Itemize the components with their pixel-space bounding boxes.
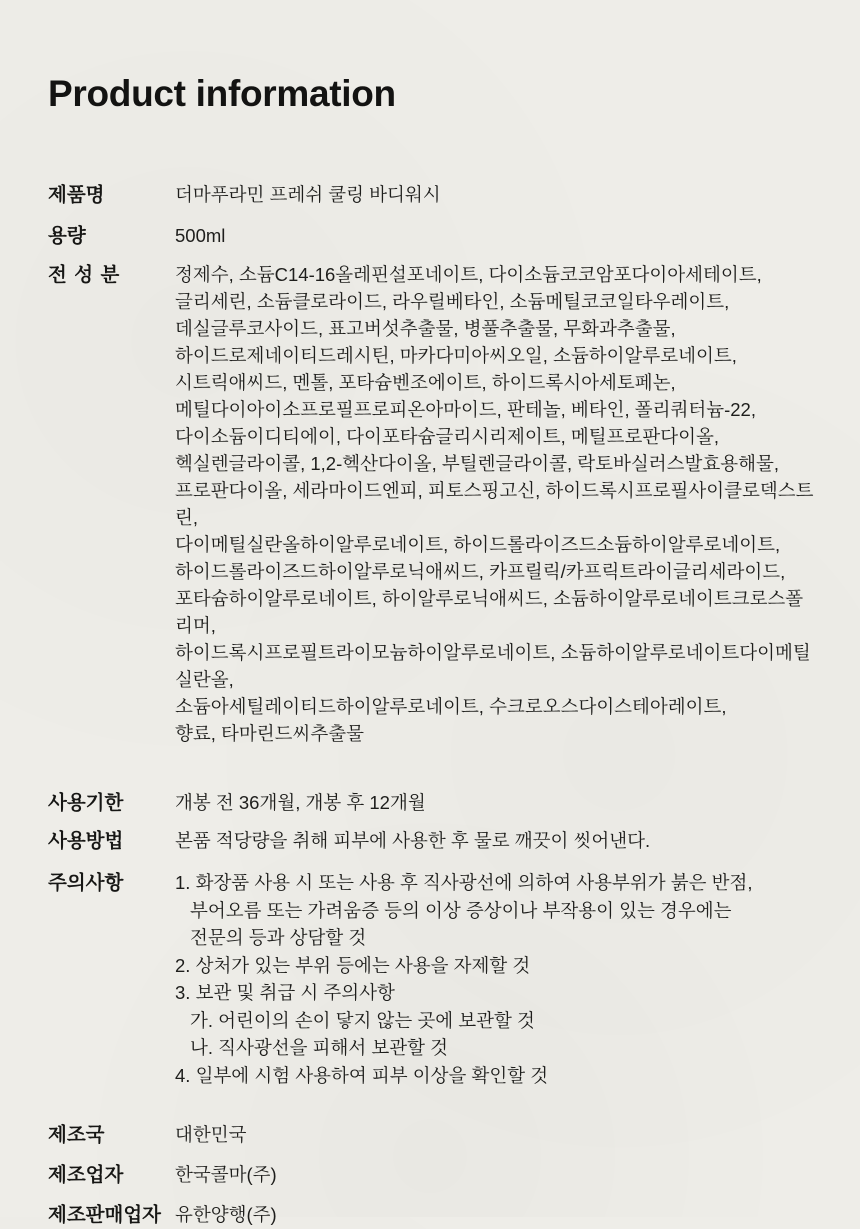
field-manufacturer [48, 1161, 820, 1189]
usage-value: 본품 적당량을 취해 피부에 사용한 후 물로 깨끗이 씻어낸다. [175, 830, 651, 851]
caution-line: 부어오름 또는 가려움증 등의 이상 증상이나 부작용이 있는 경우에는 [190, 899, 732, 921]
field-usage [48, 827, 820, 855]
ingredients-line: 하이드록시프로필트라이모늄하이알루로네이트, 소듐하이알루로네이트다이메틸실란올, [175, 642, 811, 690]
ingredients-line: 포타슘하이알루로네이트, 하이알루로닉애씨드, 소듐하이알루로네이트크로스폴리머, [175, 588, 804, 636]
field-volume [48, 222, 820, 250]
field-product-name [48, 181, 820, 209]
ingredients-line: 메틸다이아이소프로필프로피온아마이드, 판테놀, 베타인, 폴리쿼터늄-22, [175, 399, 756, 420]
ingredients-line: 다이소듐이디티에이, 다이포타슘글리시리제이트, 메틸프로판다이올, [175, 426, 719, 447]
ingredients-line: 데실글루코사이드, 표고버섯추출물, 병풀추출물, 무화과추출물, [175, 318, 676, 339]
volume-label: 용량 [48, 225, 86, 247]
shelf-life-value: 개봉 전 36개월, 개봉 후 12개월 [175, 792, 426, 813]
country-value: 대한민국 [175, 1124, 247, 1145]
shelf-life-label: 사용기한 [48, 792, 124, 814]
ingredients-line: 정제수, 소듐C14-16올레핀설포네이트, 다이소듐코코암포다이아세테이트, [175, 264, 762, 285]
seller-value: 유한양행(주) [175, 1204, 277, 1225]
ingredients-line: 하이드로제네이티드레시틴, 마카다미아씨오일, 소듐하이알루로네이트, [175, 345, 737, 366]
caution-line: 전문의 등과 상담할 것 [190, 927, 367, 948]
product-name-value: 더마푸라민 프레쉬 쿨링 바디워시 [175, 184, 441, 205]
volume-value: 500ml [175, 225, 226, 246]
caution-line: 4. 일부에 시험 사용하여 피부 이상을 확인할 것 [175, 1064, 549, 1086]
caution-line: 가. 어린이의 손이 닿지 않는 곳에 보관할 것 [190, 1009, 535, 1031]
ingredients-line: 시트릭애씨드, 멘톨, 포타슘벤조에이트, 하이드록시아세토페논, [175, 372, 676, 393]
caution-line: 2. 상처가 있는 부위 등에는 사용을 자제할 것 [175, 954, 531, 976]
caution-list [175, 869, 820, 1089]
field-seller [48, 1201, 820, 1229]
seller-label: 제조판매업자 [48, 1204, 162, 1226]
manufacturer-value: 한국콜마(주) [175, 1164, 277, 1185]
ingredients-line: 하이드롤라이즈드하이알루로닉애씨드, 카프릴릭/카프릭트라이글리세라이드, [175, 561, 786, 582]
usage-label: 사용방법 [48, 830, 124, 852]
ingredients-label: 전 성 분 [48, 264, 121, 286]
ingredients-line: 향료, 타마린드씨추출물 [175, 723, 364, 744]
field-ingredients [48, 261, 820, 747]
field-country [48, 1121, 820, 1149]
ingredients-line: 글리세린, 소듐클로라이드, 라우릴베타인, 소듐메틸코코일타우레이트, [175, 291, 730, 312]
ingredients-list [175, 261, 820, 747]
ingredients-line: 소듐아세틸레이티드하이알루로네이트, 수크로오스다이스테아레이트, [175, 696, 727, 717]
caution-label: 주의사항 [48, 872, 124, 894]
manufacturer-label: 제조업자 [48, 1164, 124, 1186]
ingredients-line: 프로판다이올, 세라마이드엔피, 피토스핑고신, 하이드록시프로필사이클로덱스트린, [175, 480, 814, 528]
ingredients-line: 다이메틸실란올하이알루로네이트, 하이드롤라이즈드소듐하이알루로네이트, [175, 534, 781, 555]
country-label: 제조국 [48, 1124, 105, 1146]
caution-line: 나. 직사광선을 피해서 보관할 것 [190, 1037, 449, 1058]
caution-line: 1. 화장품 사용 시 또는 사용 후 직사광선에 의하여 사용부위가 붉은 반점, [175, 872, 753, 893]
page-title: Product information [48, 73, 396, 114]
caution-line: 3. 보관 및 취급 시 주의사항 [175, 982, 395, 1003]
ingredients-line: 헥실렌글라이콜, 1,2-헥산다이올, 부틸렌글라이콜, 락토바실러스발효용해물, [175, 453, 779, 474]
field-caution [48, 869, 820, 1089]
field-shelf-life [48, 789, 820, 817]
product-name-label: 제품명 [48, 184, 105, 206]
